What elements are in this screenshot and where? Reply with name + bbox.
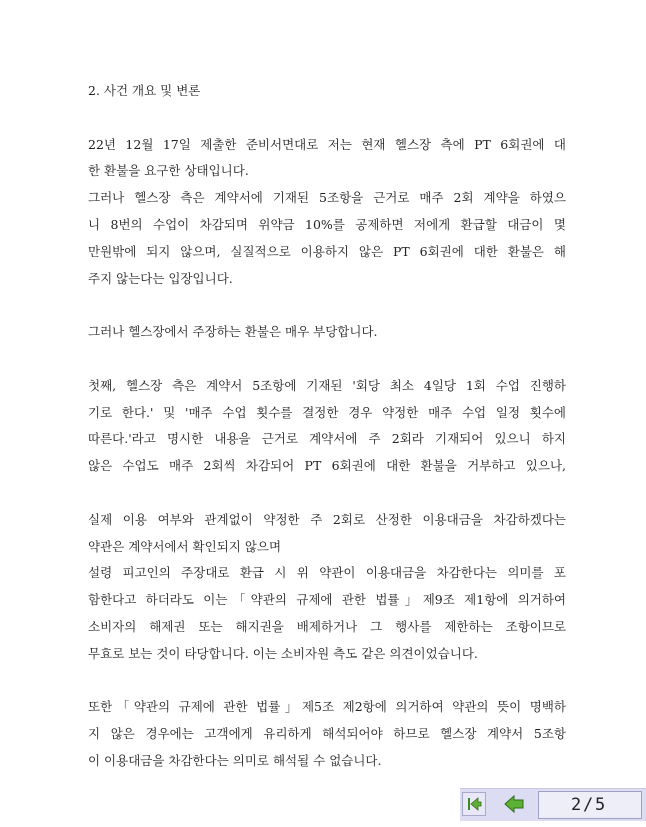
text-line: 주지 않는다는 입장입니다.	[88, 270, 233, 286]
paragraph-gap	[88, 292, 566, 319]
page-indicator[interactable]	[538, 791, 642, 819]
text-line: 지 않은 경우에는 고객에게 유리하게 해석되어야 하므로 헬스장 계약서 5조항	[88, 726, 566, 742]
text-line: 만원밖에 되지 않으며, 실질적으로 이용하지 않은 PT 6회권에 대한 환불은 해	[88, 243, 566, 259]
paragraph-gap	[88, 668, 566, 695]
text-line: 이 이용대금을 차감한다는 의미로 해석될 수 없습니다.	[88, 752, 382, 768]
total-pages: 5	[595, 795, 606, 815]
current-page-number: 2	[571, 795, 582, 815]
text-line: 22년 12월 17일 제출한 준비서면대로 저는 현재 헬스장 측에 PT 6회권에 대	[88, 136, 566, 152]
text-line: 않은 수업도 매주 2회씩 차감되어 PT 6회권에 대한 환불을 거부하고 있으나,	[88, 458, 566, 474]
paragraph	[88, 373, 566, 480]
text-line: 또한「약관의 규제에 관한 법률」제5조 제2항에 의거하여 약관의 뜻이 명백하	[88, 699, 566, 715]
page-navigator	[460, 788, 646, 821]
text-line: 첫째, 헬스장 측은 계약서 5조항에 기재된 '회당 최소 4일당 1회 수업 진행하	[88, 377, 566, 393]
text-line: 무효로 보는 것이 타당합니다. 이는 소비자원 측도 같은 의견이었습니다.	[88, 645, 478, 661]
text-line: 그러나 헬스장에서 주장하는 환불은 매우 부당합니다.	[88, 324, 378, 340]
text-line: 그러나 헬스장 측은 계약서에 기재된 5조항을 근거로 매주 2회 계약을 하였으	[88, 190, 566, 206]
text-line: 실제 이용 여부와 관계없이 약정한 주 2회로 산정한 이용대금을 차감하겠다는	[88, 511, 566, 527]
text-line: 따른다.'라고 명시한 내용을 근거로 계약서에 주 2회라 기재되어 있으니 하지	[88, 431, 566, 447]
page-separator: /	[583, 795, 594, 815]
first-page-icon	[463, 793, 485, 815]
paragraph	[88, 319, 566, 346]
text-line: 약관은 계약서에서 확인되지 않으며	[88, 538, 282, 554]
text-line: 설령 피고인의 주장대로 환급 시 위 약관이 이용대금을 차감한다는 의미를 포	[88, 565, 566, 581]
prev-arrow-icon	[502, 792, 526, 816]
previous-page-button[interactable]	[502, 792, 526, 816]
text-line: 소비자의 해제권 또는 해지권을 배제하거나 그 행사를 제한하는 조항이므로	[88, 618, 566, 634]
paragraph-gap	[88, 105, 566, 132]
text-line: 기로 한다.' 및 '매주 수업 횟수를 결정한 경우 약정한 매주 수업 일정 횟수에	[88, 404, 566, 420]
paragraph-gap	[88, 480, 566, 507]
paragraph-gap	[88, 346, 566, 373]
paragraph	[88, 507, 566, 668]
section-heading: 2. 사건 개요 및 변론	[88, 83, 201, 98]
paragraph	[88, 694, 566, 774]
text-line: 한 환불을 요구한 상태입니다.	[88, 163, 249, 179]
text-line: 함한다고 하더라도 이는「약관의 규제에 관한 법률」제9조 제1항에 의거하여	[88, 592, 566, 608]
first-page-button[interactable]	[462, 792, 486, 816]
document-page	[88, 78, 566, 775]
paragraph	[88, 132, 566, 293]
text-line: 니 8번의 수업이 차감되며 위약금 10%를 공제하면 저에게 환급할 대금이 몇	[88, 216, 566, 232]
